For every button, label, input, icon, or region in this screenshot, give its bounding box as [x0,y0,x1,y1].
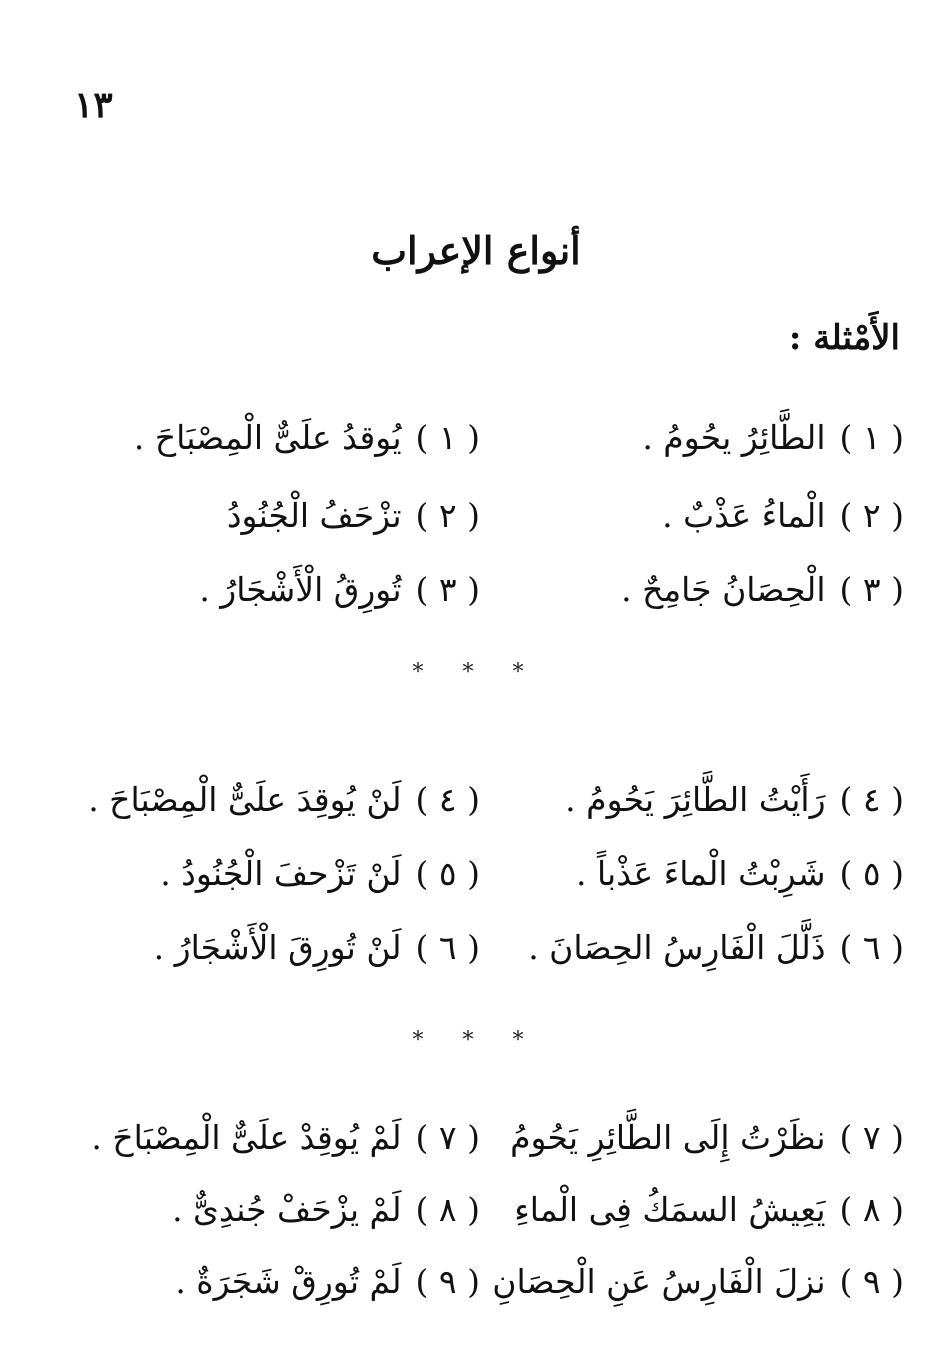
example-right-2 [662,496,904,535]
example-number: ( ٨ ) [415,1190,480,1229]
example-number: ( ٤ ) [839,780,904,819]
example-sentence: تُورِقُ الْأَشْجَارُ . [199,570,402,609]
example-left-1 [134,418,480,457]
example-row-1 [0,418,952,478]
example-right-8 [514,1190,904,1229]
page-title: أنواع الإعراب [371,228,581,273]
examples-heading: الأَمْثلة : [788,318,900,358]
example-sentence: لَمْ يزْحَفْ جُندِىٌّ . [172,1190,402,1229]
example-row-9 [0,1262,952,1322]
example-sentence: لَمْ تُورِقْ شَجَرَةٌ . [175,1262,402,1301]
example-sentence: يُوقدُ علَىٌّ الْمِصْبَاحَ . [133,418,402,457]
example-sentence: لَنْ يُوقِدَ علَىٌّ الْمِصْبَاحَ . [88,780,402,819]
page-number: ١٣ [74,84,113,126]
example-right-4 [565,780,904,819]
example-number: ( ٨ ) [839,1190,904,1229]
example-right-3 [621,570,904,609]
example-number: ( ٥ ) [415,854,480,893]
section-separator: * * * [412,1028,540,1053]
example-number: ( ٢ ) [839,496,904,535]
example-sentence: الْماءُ عَذْبٌ . [662,496,826,535]
example-number: ( ١ ) [839,418,904,457]
example-sentence: تزْحَفُ الْجُنُودُ [226,496,402,535]
example-row-8 [0,1190,952,1250]
example-sentence: يَعِيشُ السمَكُ فِى الْماءِ [514,1190,826,1229]
example-right-7 [510,1118,904,1157]
example-right-1 [642,418,904,457]
example-left-6 [154,928,480,967]
example-row-5 [0,854,952,914]
example-number: ( ٩ ) [839,1262,904,1301]
example-number: ( ٤ ) [415,780,480,819]
example-number: ( ٣ ) [839,570,904,609]
example-row-2 [0,496,952,556]
example-sentence: لَمْ يُوقِدْ علَىٌّ الْمِصْبَاحَ . [91,1118,402,1157]
example-sentence: شَرِبْتُ الْماءَ عَذْباً . [575,854,826,893]
example-sentence: الطَّائِرُ يحُومُ . [642,418,826,457]
example-sentence: الْحِصَانُ جَامِحٌ . [621,570,826,609]
example-right-5 [576,854,904,893]
example-sentence: نظَرْتُ إِلَى الطَّائِرِ يَحُومُ [510,1118,826,1157]
example-left-4 [88,780,480,819]
example-row-7 [0,1118,952,1178]
example-right-9 [492,1262,904,1301]
example-number: ( ٧ ) [415,1118,480,1157]
example-number: ( ٣ ) [415,570,480,609]
example-sentence: لَنْ تُورِقَ الْأَشْجَارُ . [153,928,402,967]
example-row-3 [0,570,952,630]
example-row-6 [0,928,952,988]
example-row-4 [0,780,952,840]
example-number: ( ١ ) [415,418,480,457]
example-left-5 [160,854,480,893]
example-left-8 [172,1190,480,1229]
example-number: ( ٧ ) [839,1118,904,1157]
example-right-6 [528,928,904,967]
example-sentence: رَأَيْتُ الطَّائِرَ يَحُومُ . [565,780,826,819]
example-number: ( ٦ ) [415,928,480,967]
example-left-7 [91,1118,480,1157]
example-left-9 [175,1262,480,1301]
example-number: ( ٢ ) [415,496,480,535]
example-number: ( ٥ ) [839,854,904,893]
example-sentence: لَنْ تَزْحفَ الْجُنُودُ . [160,854,402,893]
example-number: ( ٦ ) [839,928,904,967]
example-number: ( ٩ ) [415,1262,480,1301]
example-sentence: نزلَ الْفَارِسُ عَنِ الْحِصَانِ [492,1262,826,1301]
section-separator: * * * [412,660,540,685]
example-left-3 [199,570,480,609]
example-sentence: ذَلَّلَ الْفَارِسُ الحِصَانَ . [528,928,826,967]
example-left-2 [227,496,480,535]
